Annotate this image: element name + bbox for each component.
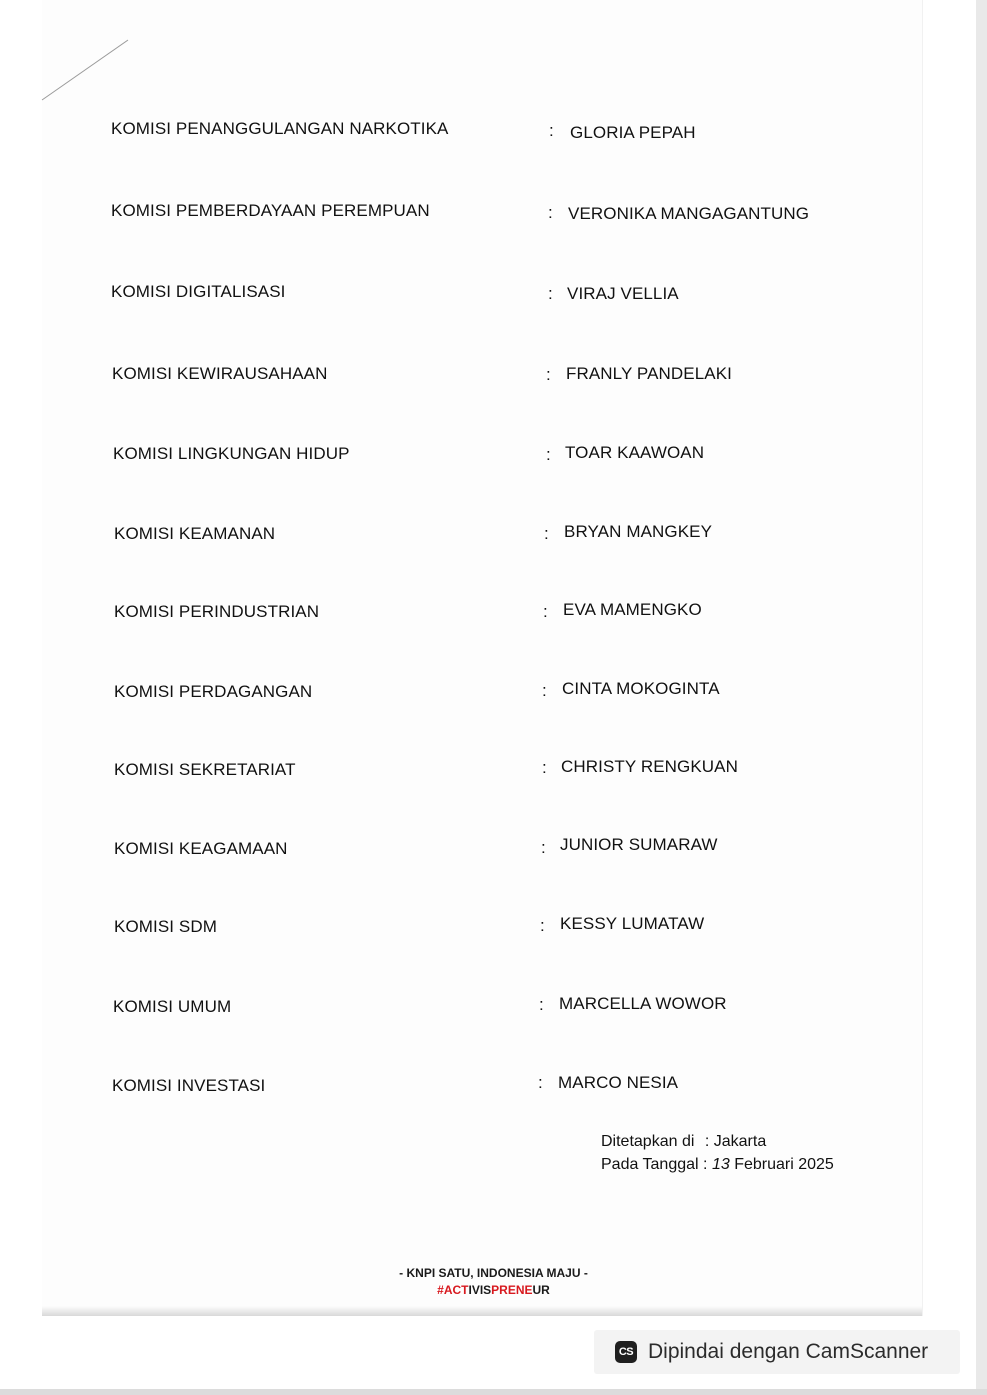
separator-colon: : xyxy=(542,681,547,700)
camscanner-logo-icon: CS xyxy=(615,1341,637,1363)
hashtag-part: #ACT xyxy=(437,1283,469,1297)
separator-colon: : xyxy=(540,916,545,935)
signature-date xyxy=(601,1156,834,1174)
commission-member: FRANLY PANDELAKI xyxy=(566,364,732,383)
viewer-edge-bottom xyxy=(0,1389,987,1395)
commission-label: KOMISI SDM xyxy=(114,917,218,936)
scanned-page xyxy=(42,0,922,1316)
separator-colon: : xyxy=(549,121,554,140)
camscanner-watermark xyxy=(594,1330,960,1374)
page-shadow xyxy=(42,1306,922,1316)
separator-colon: : xyxy=(542,758,547,777)
separator-colon: : xyxy=(546,445,551,464)
commission-label: KOMISI UMUM xyxy=(113,997,232,1016)
commission-member: VERONIKA MANGAGANTUNG xyxy=(568,204,810,223)
date-day: 13 xyxy=(711,1156,730,1173)
footer-hashtag xyxy=(0,1283,987,1297)
viewer-edge-right xyxy=(976,0,987,1395)
date-label: Pada Tanggal xyxy=(601,1156,699,1173)
commission-member: CHRISTY RENGKUAN xyxy=(561,757,738,776)
commission-member: BRYAN MANGKEY xyxy=(564,522,713,541)
separator-colon: : xyxy=(543,602,548,621)
place-label: Ditetapkan di xyxy=(601,1133,695,1150)
commission-label: KOMISI PERINDUSTRIAN xyxy=(114,602,320,621)
commission-label: KOMISI KEAGAMAAN xyxy=(114,839,288,858)
separator-colon: : xyxy=(548,203,553,222)
camscanner-text: Dipindai dengan CamScanner xyxy=(648,1340,929,1363)
commission-member: CINTA MOKOGINTA xyxy=(562,679,720,698)
separator-colon: : xyxy=(541,838,546,857)
signature-place xyxy=(601,1133,766,1151)
place-value: Jakarta xyxy=(713,1133,767,1150)
commission-member: MARCELLA WOWOR xyxy=(559,994,727,1013)
commission-member: JUNIOR SUMARAW xyxy=(560,835,718,854)
commission-label: KOMISI SEKRETARIAT xyxy=(114,760,296,779)
hashtag-part: IVIS xyxy=(468,1283,492,1297)
commission-label: KOMISI INVESTASI xyxy=(112,1076,266,1095)
hashtag-part: UR xyxy=(532,1283,550,1297)
commission-label: KOMISI LINGKUNGAN HIDUP xyxy=(113,444,350,463)
commission-member: EVA MAMENGKO xyxy=(563,600,702,619)
commission-label: KOMISI PENANGGULANGAN NARKOTIKA xyxy=(111,119,449,138)
commission-member: MARCO NESIA xyxy=(558,1073,679,1092)
commission-label: KOMISI DIGITALISASI xyxy=(111,282,286,301)
date-separator: : xyxy=(703,1156,708,1173)
separator-colon: : xyxy=(546,365,551,384)
separator-colon: : xyxy=(548,284,553,303)
commission-member: KESSY LUMATAW xyxy=(560,914,705,933)
commission-label: KOMISI KEAMANAN xyxy=(114,524,276,543)
hashtag-part: PRENE xyxy=(491,1283,533,1297)
separator-colon: : xyxy=(544,524,549,543)
commission-label: KOMISI PERDAGANGAN xyxy=(114,682,313,701)
commission-member: GLORIA PEPAH xyxy=(570,123,696,142)
separator-colon: : xyxy=(538,1073,543,1092)
commission-member: TOAR KAAWOAN xyxy=(565,443,705,462)
separator-colon: : xyxy=(539,995,544,1014)
footer-slogan: - KNPI SATU, INDONESIA MAJU - xyxy=(399,1266,588,1280)
date-month-year: Februari 2025 xyxy=(734,1156,834,1173)
place-separator: : xyxy=(704,1133,710,1150)
commission-label: KOMISI PEMBERDAYAAN PEREMPUAN xyxy=(111,201,430,220)
commission-label: KOMISI KEWIRAUSAHAAN xyxy=(112,364,328,383)
commission-member: VIRAJ VELLIA xyxy=(567,284,679,303)
